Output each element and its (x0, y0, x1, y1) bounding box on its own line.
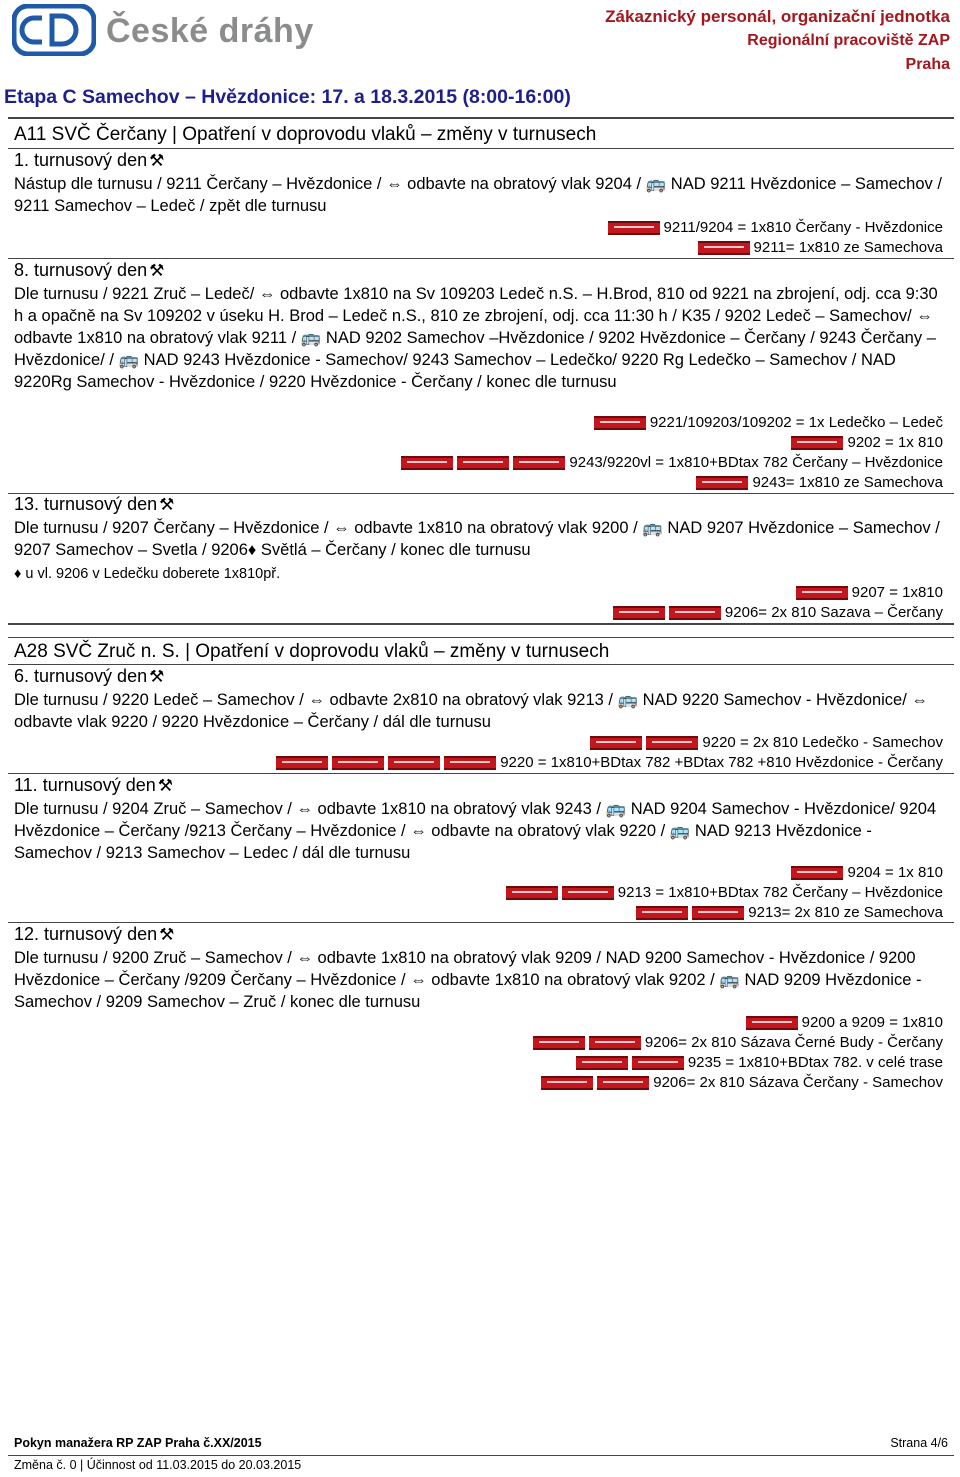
composition-note: 9200 a 9209 = 1x810 (746, 1013, 943, 1032)
divider (8, 922, 954, 923)
train-icon (276, 756, 328, 770)
composition-note: 9206= 2x 810 Sázava Černé Budy - Čerčany (533, 1033, 943, 1052)
composition-note: 9235 = 1x810+BDtax 782. v celé trase (576, 1053, 943, 1072)
train-icon (597, 1076, 649, 1090)
day-heading: 6. turnusový den ⚒ (14, 666, 165, 686)
day-text: Nástup dle turnusu / 9211 Čerčany – Hvězdonice / ⇔ odbavte na obratový vlak 9204 / 🚌 NAD 9211 Hvězdonice – Samechov / 9211 Samechov – Ledeč / zpět dle turnusu (14, 175, 942, 215)
divider (8, 117, 954, 119)
divider (8, 664, 954, 665)
day-extra-note: ♦ u vl. 9206 v Ledečku doberete 1x810př. (14, 566, 281, 582)
composition-note: 9221/109203/109202 = 1x Ledečko – Ledeč (594, 413, 943, 432)
train-icon (401, 456, 453, 470)
day-text: Dle turnusu / 9221 Zruč – Ledeč/ ⇔ odbavte 1x810 na Sv 109203 Ledeč n.S. – H.Brod, 810 od 9221 na zbrojení, odj. cca 9:30 h a opačně na Sv 109202 v úseku H. Brod – Ledeč n.S., 810 ze zbrojení, odj. cca 11:30 h / K35 / 9202 Ledeč – Samechov/ ⇔ odbavte 1x810 na obratový vlak 9211 / 🚌 NAD 9202 Samechov –Hvězdonice / 9202 Hvězdonice – Čerčany / 9243 Čerčany – Hvězdonice/ / 🚌 NAD 9243 Hvězdonice - Samechov/ 9243 Samechov – Ledečko/ 9220 Rg Ledečko – Samechov / NAD 9220Rg Samechov - Hvězdonice / 9220 Hvězdonice - Čerčany / konec dle turnusu (14, 285, 938, 391)
brand-name: České dráhy (106, 12, 314, 50)
composition-note: 9213 = 1x810+BDtax 782 Čerčany – Hvězdonice (506, 883, 943, 902)
cd-logo-icon (12, 4, 96, 56)
divider (8, 1455, 954, 1456)
divider (8, 623, 954, 625)
composition-note: 9207 = 1x810 (796, 583, 943, 602)
composition-note: 9243= 1x810 ze Samechova (696, 473, 943, 492)
day-heading: 1. turnusový den ⚒ (14, 150, 165, 170)
train-icon (506, 886, 558, 900)
etapa-title: Etapa C Samechov – Hvězdonice: 17. a 18.3.2015 (8:00-16:00) (4, 86, 571, 108)
composition-note: 9220 = 1x810+BDtax 782 +BDtax 782 +810 Hvězdonice - Čerčany (276, 753, 943, 772)
footer-doc: Pokyn manažera RP ZAP Praha č.XX/2015 (14, 1436, 262, 1450)
train-icon (594, 416, 646, 430)
composition-note: 9211= 1x810 ze Samechova (698, 238, 943, 257)
composition-note: 9202 = 1x 810 (791, 433, 943, 452)
hammer-icon: ⚒ (159, 495, 175, 514)
train-icon (608, 221, 660, 235)
section-title: A28 SVČ Zruč n. S. | Opatření v doprovodu vlaků – změny v turnusech (14, 641, 610, 662)
hammer-icon: ⚒ (159, 925, 175, 944)
train-icon (791, 436, 843, 450)
day-text: Dle turnusu / 9207 Čerčany – Hvězdonice / ⇔ odbavte 1x810 na obratový vlak 9200 / 🚌 NAD 9207 Hvězdonice – Samechov / 9207 Samechov – Svetla / 9206♦ Světlá – Čerčany / konec dle turnusu (14, 519, 940, 559)
train-icon (589, 1036, 641, 1050)
day-text: Dle turnusu / 9200 Zruč – Samechov / ⇔ odbavte 1x810 na obratový vlak 9209 / NAD 9200 Samechov - Hvězdonice / 9200 Hvězdonice – Čerčany /9209 Čerčany – Hvězdonice / ⇔ odbavte 1x810 na obratový vlak 9202 / 🚌 NAD 9209 Hvězdonice - Samechov / 9209 Samechov – Zruč / konec dle turnusu (14, 949, 922, 1011)
train-icon (646, 736, 698, 750)
train-icon (541, 1076, 593, 1090)
composition-note: 9220 = 2x 810 Ledečko - Samechov (590, 733, 943, 752)
hammer-icon: ⚒ (149, 261, 165, 280)
train-icon (513, 456, 565, 470)
org-line-1: Zákaznický personál, organizační jednotka (605, 7, 950, 26)
section-title: A11 SVČ Čerčany | Opatření v doprovodu vlaků – změny v turnusech (14, 124, 597, 145)
train-icon (696, 476, 748, 490)
train-icon (746, 1016, 798, 1030)
day-heading: 13. turnusový den ⚒ (14, 494, 175, 514)
cd-logo (12, 4, 96, 56)
composition-note: 9211/9204 = 1x810 Čerčany - Hvězdonice (608, 218, 944, 237)
hammer-icon: ⚒ (149, 151, 165, 170)
composition-note: 9213= 2x 810 ze Samechova (636, 903, 943, 922)
train-icon (562, 886, 614, 900)
page-number: Strana 4/6 (890, 1436, 948, 1450)
divider (8, 258, 954, 259)
divider (8, 637, 954, 638)
train-icon (636, 906, 688, 920)
train-icon (457, 456, 509, 470)
train-icon (533, 1036, 585, 1050)
train-icon (669, 606, 721, 620)
train-icon (332, 756, 384, 770)
composition-note: 9206= 2x 810 Sázava Čerčany - Samechov (541, 1073, 943, 1092)
composition-note: 9206= 2x 810 Sazava – Čerčany (613, 603, 943, 622)
train-icon (698, 241, 750, 255)
train-icon (444, 756, 496, 770)
hammer-icon: ⚒ (149, 667, 165, 686)
train-icon (590, 736, 642, 750)
train-icon (613, 606, 665, 620)
train-icon (576, 1056, 628, 1070)
hammer-icon: ⚒ (157, 776, 174, 795)
composition-note: 9204 = 1x 810 (791, 863, 943, 882)
train-icon (692, 906, 744, 920)
divider (8, 773, 954, 774)
train-icon (388, 756, 440, 770)
day-heading: 8. turnusový den ⚒ (14, 260, 165, 280)
composition-note: 9243/9220vl = 1x810+BDtax 782 Čerčany – Hvězdonice (401, 453, 943, 472)
day-text: Dle turnusu / 9220 Ledeč – Samechov / ⇔ odbavte 2x810 na obratový vlak 9213 / 🚌 NAD 9220 Samechov - Hvězdonice/ ⇔ odbavte vlak 9220 / 9220 Hvězdonice – Čerčany / dál dle turnusu (14, 691, 928, 731)
footer-validity: Změna č. 0 | Účinnost od 11.03.2015 do 20.03.2015 (14, 1458, 302, 1472)
train-icon (796, 586, 848, 600)
train-icon (632, 1056, 684, 1070)
day-heading: 12. turnusový den ⚒ (14, 924, 175, 944)
day-heading: 11. turnusový den ⚒ (14, 775, 174, 795)
day-text: Dle turnusu / 9204 Zruč – Samechov / ⇔ odbavte 1x810 na obratový vlak 9243 / 🚌 NAD 9204 Samechov - Hvězdonice/ 9204 Hvězdonice – Čerčany /9213 Čerčany – Hvězdonice / ⇔ odbavte na obratový vlak 9220 / 🚌 NAD 9213 Hvězdonice - Samechov / 9213 Samechov – Ledec / dál dle turnusu (14, 800, 937, 862)
divider (8, 148, 954, 149)
train-icon (791, 866, 843, 880)
org-line-3: Praha (905, 56, 950, 73)
org-line-2: Regionální pracoviště ZAP (747, 32, 950, 49)
